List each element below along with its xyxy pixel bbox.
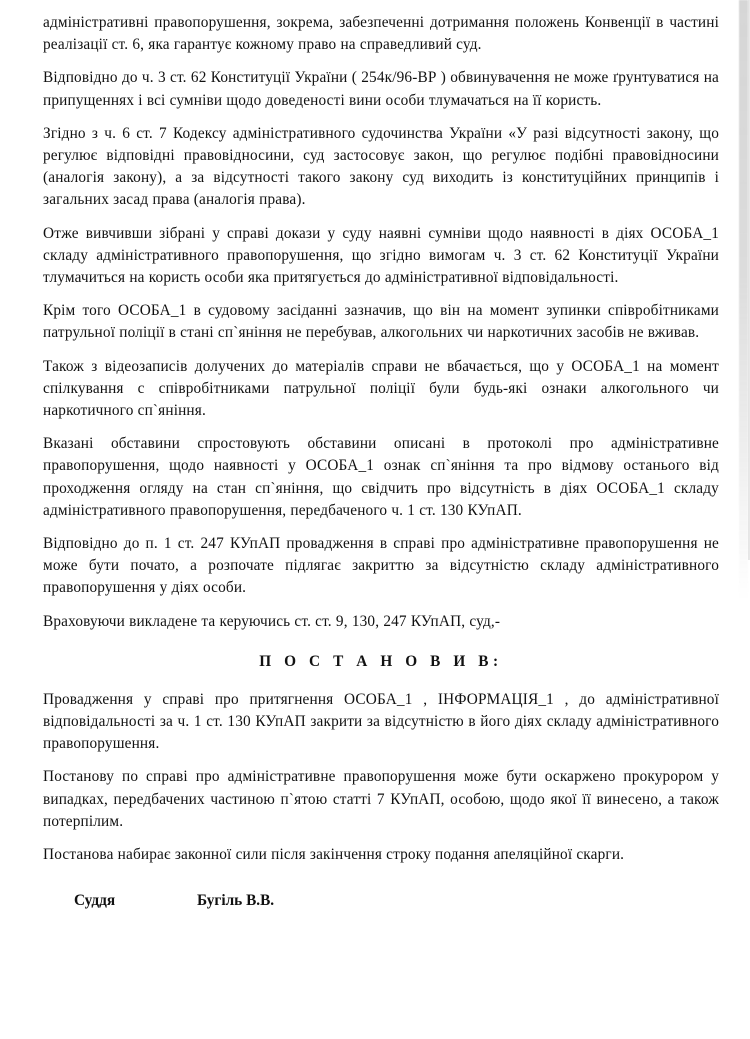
paragraph-code-administrative-judiciary: Згідно з ч. 6 ст. 7 Кодексу адміністративного судочинства України «У разі відсутності закону, що регулює відповідні правовідносини, суд застосовує закон, що регулює подібні правовідносини (аналогія закону), а за відсутності такого закону суд виходить із конституційних принципів і загальних засад права (аналогія права).: [43, 124, 719, 209]
paragraph-video-records: Також з відеозаписів долучених до матеріалів справи не вбачається, що у ОСОБА_1 на момент спілкування с співробітниками патрульної поліції були будь-які ознаки алкогольного чи наркотичного сп`яніння.: [43, 357, 719, 420]
paragraph-convention-article-6: адміністративні правопорушення, зокрема, забезпеченні дотримання положень Конвенції в частині реалізації ст. 6, яка гарантує кожному право на справедливий суд.: [43, 14, 719, 54]
paragraph-constitution-62: Відповідно до ч. 3 ст. 62 Конституції України ( 254к/96-ВР ) обвинувачення не може ґрунтуватися на припущеннях і всі сумніви щодо доведеності вини особи тлумачаться на її користь.: [43, 69, 719, 109]
paragraph-legal-force: Постанова набирає законної сили після закінчення строку подання апеляційної скарги.: [43, 846, 625, 864]
signature-judge-name: Бугіль В.В.: [197, 892, 275, 910]
paragraph-considering: Враховуючи викладене та керуючись ст. ст. 9, 130, 247 КУпАП, суд,-: [43, 612, 501, 630]
paragraph-evidence-doubts: Отже вивчивши зібрані у справі докази у суду наявні сумніви щодо наявності в діях ОСОБА_1 складу адміністративного правопорушення, що згідно вимогам ч. 3 ст. 62 Конституції України тлумачиться на користь особи яка притягується до адміністративної відповідальності.: [43, 224, 719, 287]
resolution-heading: П О С Т А Н О В И В:: [259, 652, 503, 670]
signature-block: [43, 892, 719, 916]
paragraph-person-statement: Крім того ОСОБА_1 в судовому засіданні зазначив, що він на момент зупинки співробітниками патрульної поліції в стані сп`яніння не перебував, алкогольних чи наркотичних засобів не вживав.: [43, 302, 719, 342]
scan-edge-artifact: [739, 0, 748, 600]
paragraph-circumstances-refute: Вказані обставини спростовують обставини описані в протоколі про адміністративне правопорушення, щодо наявності у ОСОБА_1 ознак сп`яніння та про відмову останього від проходження огляду на стан сп`яніння, що свідчить про відсутність в діях ОСОБА_1 складу адміністративного правопорушення, передбаченого ч. 1 ст. 130 КУпАП.: [43, 435, 719, 519]
paragraph-resolution-close-case: Провадження у справі про притягнення ОСОБА_1 , ІНФОРМАЦІЯ_1 , до адміністративної відповідальності за ч. 1 ст. 130 КУпАП закрити за відсутністю в його діях складу адміністративного правопорушення.: [43, 690, 719, 753]
paragraph-appeal-rights: Постанову по справі про адміністративне правопорушення може бути оскаржено прокурором у випадках, передбачених частиною п`ятою статті 7 КУпАП, особою, щодо якої її винесено, а також потерпілим.: [43, 768, 719, 830]
paragraph-kupap-247: Відповідно до п. 1 ст. 247 КУпАП провадження в справі про адміністративне правопорушення не може бути почато, а розпочате підлягає закриттю за відсутністю складу адміністративного правопорушення у діях особи.: [43, 535, 719, 597]
document-body: [43, 12, 719, 916]
signature-role-label: Суддя: [74, 892, 116, 910]
